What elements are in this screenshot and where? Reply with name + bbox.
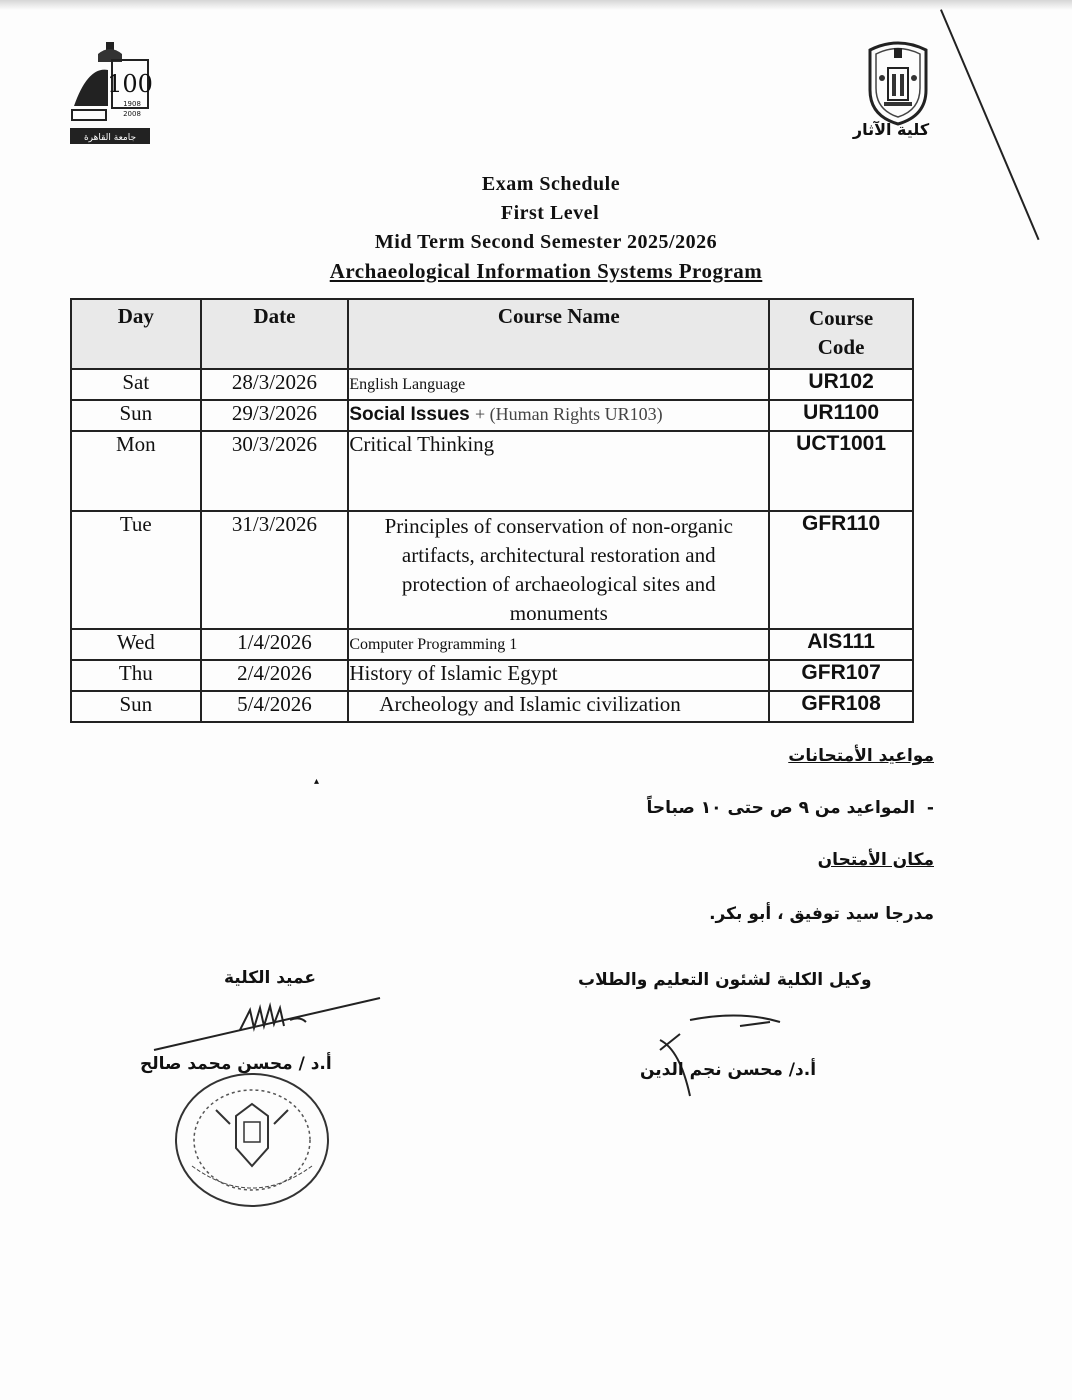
svg-text:جامعة القاهرة: جامعة القاهرة	[83, 133, 137, 143]
course-name: Computer Programming 1	[349, 636, 518, 653]
cell-course	[348, 511, 769, 629]
course-name-extra: + (Human Rights UR103)	[474, 404, 663, 424]
cell-day: Thu	[71, 660, 201, 691]
cell-course	[348, 369, 769, 400]
cell-code: UR1100	[769, 400, 913, 431]
header-day: Day	[71, 299, 201, 369]
svg-text:2008: 2008	[123, 110, 141, 118]
table-row	[71, 511, 913, 629]
vice-dean-name: أ.د/ محسن نجم الدين	[640, 1060, 817, 1080]
cell-date: 30/3/2026	[201, 431, 349, 511]
exam-place-heading: مكان الأمتحان	[817, 850, 934, 870]
vice-dean-signature	[620, 1000, 820, 1100]
cell-day: Wed	[71, 629, 201, 660]
scan-edge-shadow	[0, 0, 1072, 10]
cell-date: 5/4/2026	[201, 691, 349, 722]
cell-date: 2/4/2026	[201, 660, 349, 691]
dean-signature	[150, 990, 390, 1060]
course-name: Principles of conservation of non-organic artifacts, architectural restoration and protection of archaeological sites and monuments	[384, 514, 733, 625]
scan-speck: ▴	[314, 776, 320, 787]
cell-code: GFR108	[769, 691, 913, 722]
cell-code: UCT1001	[769, 431, 913, 511]
cell-date: 29/3/2026	[201, 400, 349, 431]
title-level: First Level	[500, 202, 600, 224]
faculty-of-archaeology-logo	[862, 38, 934, 128]
official-seal-stamp	[172, 1070, 332, 1210]
cell-date: 31/3/2026	[201, 511, 349, 629]
bullet-dash: -	[915, 798, 934, 818]
cell-day: Mon	[71, 431, 201, 511]
title-program: Archaeological Information Systems Program	[329, 259, 763, 283]
cell-date: 28/3/2026	[201, 369, 349, 400]
table-row	[71, 691, 913, 722]
cell-code: AIS111	[769, 629, 913, 660]
cairo-university-logo	[68, 36, 152, 146]
table-row	[71, 369, 913, 400]
exam-times-heading: مواعيد الأمتحانات	[788, 746, 934, 766]
cell-course	[348, 400, 769, 431]
cell-day: Sat	[71, 369, 201, 400]
cell-code: GFR107	[769, 660, 913, 691]
cell-code: GFR110	[769, 511, 913, 629]
cell-course	[348, 660, 769, 691]
cell-course	[348, 691, 769, 722]
faculty-name: كلية الآثار	[852, 120, 930, 139]
header-course-code-text: Course Code	[809, 306, 874, 359]
table-row	[71, 400, 913, 431]
course-name: Social Issues	[349, 404, 470, 425]
table-row	[71, 431, 913, 511]
exam-times-text	[560, 798, 934, 818]
course-name: Critical Thinking	[349, 432, 495, 456]
table-row	[71, 660, 913, 691]
cell-code: UR102	[769, 369, 913, 400]
title-term: Mid Term Second Semester 2025/2026	[374, 231, 718, 253]
cell-date: 1/4/2026	[201, 629, 349, 660]
exam-place-text: مدرجا سيد توفيق ، أبو بكر.	[709, 904, 934, 924]
course-name: History of Islamic Egypt	[349, 661, 558, 685]
header-date: Date	[201, 299, 349, 369]
dean-title: عميد الكلية	[224, 968, 316, 988]
cell-day: Tue	[71, 511, 201, 629]
dean-name: أ.د / محسن محمد صالح	[140, 1054, 332, 1074]
cell-day: Sun	[71, 691, 201, 722]
svg-text:100: 100	[107, 70, 152, 98]
course-name: English Language	[349, 376, 466, 393]
table-row	[71, 629, 913, 660]
svg-text:1908: 1908	[123, 100, 141, 108]
vice-dean-title: وكيل الكلية لشئون التعليم والطلاب	[578, 970, 872, 990]
cell-course	[348, 431, 769, 511]
header-course-code	[769, 299, 913, 369]
cell-course	[348, 629, 769, 660]
exam-schedule-table	[70, 298, 914, 723]
title-exam-schedule: Exam Schedule	[481, 173, 621, 195]
table-header-row	[71, 299, 913, 369]
title-block	[0, 170, 1072, 286]
header-course-name: Course Name	[348, 299, 769, 369]
course-name: Archeology and Islamic civilization	[379, 692, 681, 716]
cell-day: Sun	[71, 400, 201, 431]
exam-times-value: المواعيد من ٩ ص حتى ١٠ صباحاً	[646, 798, 916, 818]
